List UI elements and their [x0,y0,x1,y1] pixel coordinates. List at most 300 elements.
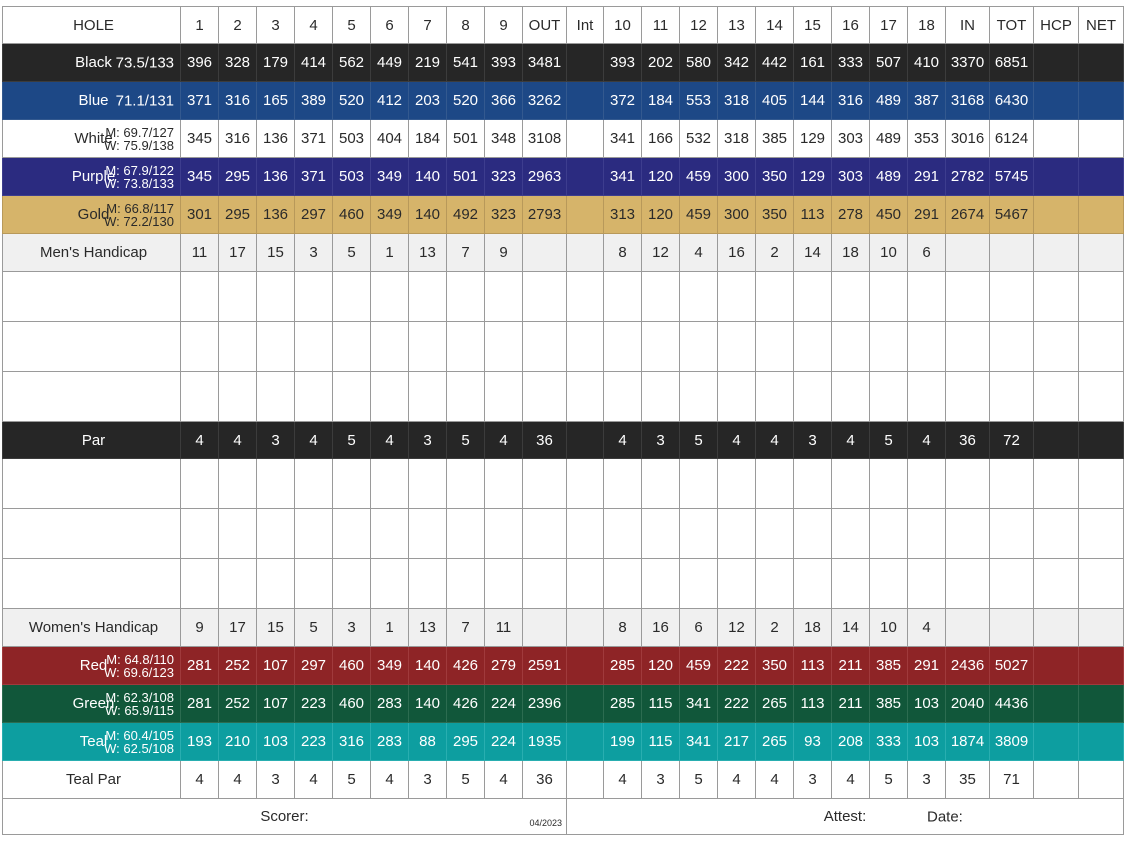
score-cell[interactable] [333,372,371,422]
handicap-value: 16 [718,234,756,272]
yardage: 460 [333,196,371,234]
score-cell[interactable] [409,559,447,609]
player-name-cell[interactable] [3,322,181,372]
score-cell[interactable] [908,509,946,559]
net-cell[interactable] [1079,196,1124,234]
handicap-value: 18 [832,234,870,272]
yardage: 341 [680,723,718,761]
score-cell[interactable] [604,322,642,372]
in-total: 3016 [946,120,990,158]
scorecard-table [2,6,1124,835]
score-cell[interactable] [946,459,990,509]
score-cell[interactable] [604,559,642,609]
total-yardage: 3809 [990,723,1034,761]
score-cell[interactable] [832,372,870,422]
score-cell[interactable] [990,459,1034,509]
hcp-cell[interactable] [1034,647,1079,685]
yardage: 385 [870,647,908,685]
header-tot: TOT [990,7,1034,44]
score-cell[interactable] [447,459,485,509]
yardage: 140 [409,196,447,234]
score-cell[interactable] [642,459,680,509]
out-total: 2396 [523,685,567,723]
score-cell[interactable] [333,272,371,322]
score-cell[interactable] [295,372,333,422]
score-cell[interactable] [908,272,946,322]
yardage: 507 [870,44,908,82]
score-cell[interactable] [718,272,756,322]
tee-name-black [3,44,181,82]
teal-par-row [3,761,1124,799]
yardage: 541 [447,44,485,82]
yardage: 295 [219,158,257,196]
in-total: 2782 [946,158,990,196]
score-cell[interactable] [604,509,642,559]
womens-handicap-row [3,609,1124,647]
score-cell[interactable] [371,459,409,509]
score-cell[interactable] [219,322,257,372]
net-cell[interactable] [1079,647,1124,685]
score-cell[interactable] [1034,322,1079,372]
yardage: 210 [219,723,257,761]
score-cell[interactable] [485,509,523,559]
score-cell[interactable] [990,322,1034,372]
tee-row-red [3,647,1124,685]
score-cell[interactable] [718,372,756,422]
header-hole-number: 2 [219,7,257,44]
score-cell[interactable] [409,459,447,509]
hcp-cell[interactable] [1034,196,1079,234]
yardage: 350 [756,158,794,196]
score-cell[interactable] [371,322,409,372]
score-cell[interactable] [908,459,946,509]
tee-name: Black [75,54,112,71]
yardage: 389 [295,82,333,120]
scorer-field[interactable] [3,799,567,835]
score-cell[interactable] [718,322,756,372]
yardage: 503 [333,158,371,196]
tee-rating [104,202,174,228]
score-cell[interactable] [219,459,257,509]
score-cell[interactable] [794,372,832,422]
score-cell[interactable] [333,509,371,559]
player-name-cell[interactable] [3,372,181,422]
par-value: 3 [642,422,680,459]
score-cell[interactable] [1079,559,1124,609]
score-cell[interactable] [257,459,295,509]
score-cell[interactable] [257,322,295,372]
score-cell[interactable] [523,459,567,509]
player-name-cell[interactable] [3,272,181,322]
yardage: 107 [257,647,295,685]
score-cell[interactable] [756,509,794,559]
score-cell[interactable] [485,272,523,322]
tee-name: White [74,130,113,147]
score-cell[interactable] [447,372,485,422]
yardage: 140 [409,647,447,685]
yardage: 107 [257,685,295,723]
score-cell[interactable] [756,559,794,609]
score-cell[interactable] [257,272,295,322]
tee-rating: 71.1/131 [115,92,174,109]
handicap-value: 9 [181,609,219,647]
in-total: 2040 [946,685,990,723]
score-cell[interactable] [870,559,908,609]
teal-par-row-label: Teal Par [3,761,181,799]
tee-rating [104,653,174,679]
score-cell[interactable] [870,272,908,322]
score-cell[interactable] [908,372,946,422]
score-cell[interactable] [604,459,642,509]
header-hole-number: 9 [485,7,523,44]
net-cell[interactable] [1079,82,1124,120]
par-value: 4 [832,422,870,459]
par-value: 4 [604,422,642,459]
score-cell[interactable] [567,559,604,609]
net-cell[interactable] [1079,685,1124,723]
yardage: 393 [485,44,523,82]
score-cell[interactable] [219,272,257,322]
score-cell[interactable] [567,272,604,322]
upper-score-row [3,322,1124,372]
yardage: 316 [832,82,870,120]
yardage: 129 [794,120,832,158]
handicap-value: 12 [642,234,680,272]
yardage: 113 [794,685,832,723]
score-cell[interactable] [1034,372,1079,422]
score-cell[interactable] [295,272,333,322]
score-cell[interactable] [794,272,832,322]
yardage: 348 [485,120,523,158]
handicap-value: 6 [680,609,718,647]
score-cell[interactable] [642,509,680,559]
yardage: 426 [447,647,485,685]
int-cell [567,196,604,234]
score-cell[interactable] [1079,322,1124,372]
score-cell[interactable] [604,272,642,322]
player-name-cell[interactable] [3,459,181,509]
score-cell[interactable] [870,509,908,559]
score-cell[interactable] [295,322,333,372]
tee-rating-men: M: 60.4/105 [105,727,174,743]
in-total: 2674 [946,196,990,234]
yardage: 350 [756,196,794,234]
score-cell[interactable] [990,372,1034,422]
int-cell [567,82,604,120]
score-cell[interactable] [756,272,794,322]
score-cell[interactable] [642,322,680,372]
score-cell[interactable] [1079,509,1124,559]
score-cell[interactable] [756,322,794,372]
hcp-cell[interactable] [1034,723,1079,761]
score-cell[interactable] [181,559,219,609]
score-cell[interactable] [990,559,1034,609]
handicap-value: 4 [908,609,946,647]
header-hole-number: 13 [718,7,756,44]
score-cell[interactable] [990,509,1034,559]
score-cell[interactable] [447,322,485,372]
par-value: 4 [485,422,523,459]
score-cell[interactable] [447,559,485,609]
score-cell[interactable] [567,459,604,509]
score-cell[interactable] [295,559,333,609]
score-cell[interactable] [485,372,523,422]
header-in: IN [946,7,990,44]
score-cell[interactable] [756,459,794,509]
score-cell[interactable] [794,509,832,559]
hcp-cell[interactable] [1034,158,1079,196]
yardage: 115 [642,723,680,761]
score-cell[interactable] [523,322,567,372]
tee-rating-men: M: 62.3/108 [105,689,174,705]
par-value: 4 [485,761,523,799]
yardage: 492 [447,196,485,234]
score-cell[interactable] [680,272,718,322]
out-total: 1935 [523,723,567,761]
attest-field[interactable] [567,799,1124,835]
score-cell[interactable] [1034,272,1079,322]
hcp-cell[interactable] [1034,44,1079,82]
par-value: 4 [908,422,946,459]
yardage: 283 [371,723,409,761]
score-cell[interactable] [371,272,409,322]
yardage: 366 [485,82,523,120]
out-cell [523,609,567,647]
hcp-cell[interactable] [1034,685,1079,723]
header-hole-number: 15 [794,7,832,44]
score-cell[interactable] [1079,372,1124,422]
score-cell[interactable] [181,322,219,372]
yardage: 349 [371,158,409,196]
out-cell [523,234,567,272]
player-name-cell[interactable] [3,509,181,559]
yardage: 501 [447,158,485,196]
yardage: 532 [680,120,718,158]
tee-rating [105,691,174,717]
handicap-value: 12 [718,609,756,647]
score-cell[interactable] [447,509,485,559]
out-total: 3262 [523,82,567,120]
score-cell[interactable] [257,559,295,609]
net-cell[interactable] [1079,44,1124,82]
par-out: 36 [523,761,567,799]
score-cell[interactable] [680,559,718,609]
hcp-cell[interactable] [1034,82,1079,120]
score-cell[interactable] [409,272,447,322]
handicap-value: 14 [794,234,832,272]
handicap-value: 11 [181,234,219,272]
net-cell[interactable] [1079,158,1124,196]
handicap-value: 7 [447,234,485,272]
yardage: 426 [447,685,485,723]
yardage: 580 [680,44,718,82]
score-cell[interactable] [485,322,523,372]
score-cell[interactable] [219,559,257,609]
yardage: 345 [181,158,219,196]
score-cell[interactable] [680,459,718,509]
score-cell[interactable] [832,272,870,322]
score-cell[interactable] [257,509,295,559]
tee-rating [104,164,174,190]
score-cell[interactable] [409,509,447,559]
score-cell[interactable] [870,459,908,509]
score-cell[interactable] [1034,459,1079,509]
yardage: 404 [371,120,409,158]
yardage: 385 [870,685,908,723]
score-cell[interactable] [371,559,409,609]
yardage: 371 [295,158,333,196]
yardage: 136 [257,196,295,234]
yardage: 93 [794,723,832,761]
score-cell[interactable] [946,559,990,609]
score-cell[interactable] [181,509,219,559]
score-cell[interactable] [680,509,718,559]
yardage: 265 [756,685,794,723]
score-cell[interactable] [642,372,680,422]
score-cell[interactable] [409,322,447,372]
in-total: 3370 [946,44,990,82]
score-cell[interactable] [523,272,567,322]
total-yardage: 6430 [990,82,1034,120]
player-name-cell[interactable] [3,559,181,609]
yardage: 412 [371,82,409,120]
yardage: 489 [870,82,908,120]
tee-name: Purple [71,168,116,185]
score-cell[interactable] [409,372,447,422]
total-yardage: 4436 [990,685,1034,723]
score-cell[interactable] [946,272,990,322]
score-cell[interactable] [181,272,219,322]
score-cell[interactable] [604,372,642,422]
yardage: 328 [219,44,257,82]
score-cell[interactable] [946,509,990,559]
net-cell[interactable] [1079,723,1124,761]
score-cell[interactable] [642,272,680,322]
score-cell[interactable] [680,322,718,372]
score-cell[interactable] [990,272,1034,322]
score-cell[interactable] [567,372,604,422]
score-cell[interactable] [371,372,409,422]
score-cell[interactable] [1079,272,1124,322]
score-cell[interactable] [794,459,832,509]
yardage: 410 [908,44,946,82]
par-value: 4 [756,422,794,459]
yardage: 297 [295,196,333,234]
score-cell[interactable] [680,372,718,422]
header-hole-number: 11 [642,7,680,44]
int-cell [567,158,604,196]
score-cell[interactable] [447,272,485,322]
score-cell[interactable] [832,322,870,372]
hcp-cell[interactable] [1034,120,1079,158]
score-cell[interactable] [371,509,409,559]
net-cell [1079,422,1124,459]
handicap-value: 5 [295,609,333,647]
par-value: 3 [257,761,295,799]
yardage: 341 [680,685,718,723]
net-cell[interactable] [1079,120,1124,158]
score-cell[interactable] [794,559,832,609]
out-total: 2591 [523,647,567,685]
total-yardage: 5027 [990,647,1034,685]
hcp-cell [1034,422,1079,459]
score-cell[interactable] [219,372,257,422]
handicap-value: 14 [832,609,870,647]
score-cell[interactable] [333,559,371,609]
tee-rating-women: W: 62.5/108 [104,740,174,756]
score-cell[interactable] [567,322,604,372]
upper-score-row [3,272,1124,322]
yardage: 387 [908,82,946,120]
yardage: 341 [604,158,642,196]
score-cell[interactable] [485,459,523,509]
score-cell[interactable] [181,459,219,509]
tee-name: Teal [79,733,108,750]
in-total: 2436 [946,647,990,685]
header-row [3,7,1124,44]
tee-rating-women: W: 69.6/123 [104,664,174,680]
score-cell[interactable] [870,322,908,372]
yardage: 459 [680,196,718,234]
score-cell[interactable] [832,509,870,559]
score-cell[interactable] [257,372,295,422]
yardage: 450 [870,196,908,234]
yardage: 129 [794,158,832,196]
score-cell[interactable] [946,372,990,422]
score-cell[interactable] [870,372,908,422]
yardage: 333 [832,44,870,82]
score-cell[interactable] [567,509,604,559]
total-yardage: 6124 [990,120,1034,158]
tee-name-white [3,120,181,158]
par-value: 4 [371,422,409,459]
score-cell[interactable] [1079,459,1124,509]
score-cell[interactable] [295,509,333,559]
score-cell[interactable] [523,372,567,422]
score-cell[interactable] [832,559,870,609]
score-cell[interactable] [333,459,371,509]
score-cell[interactable] [181,372,219,422]
score-cell[interactable] [219,509,257,559]
score-cell[interactable] [523,559,567,609]
score-cell[interactable] [295,459,333,509]
score-cell[interactable] [756,372,794,422]
net-cell [1079,609,1124,647]
yardage: 281 [181,685,219,723]
score-cell[interactable] [946,322,990,372]
score-cell[interactable] [908,559,946,609]
score-cell[interactable] [642,559,680,609]
handicap-value: 18 [794,609,832,647]
score-cell[interactable] [908,322,946,372]
score-cell[interactable] [523,509,567,559]
score-cell[interactable] [832,459,870,509]
score-cell[interactable] [794,322,832,372]
score-cell[interactable] [1034,509,1079,559]
score-cell[interactable] [718,509,756,559]
score-cell[interactable] [718,559,756,609]
out-total: 2793 [523,196,567,234]
score-cell[interactable] [333,322,371,372]
attest-label: Attest: [823,808,867,825]
par-value: 4 [181,422,219,459]
score-cell[interactable] [718,459,756,509]
score-cell[interactable] [485,559,523,609]
par-value: 4 [219,422,257,459]
tee-name-green [3,685,181,723]
handicap-value: 15 [257,609,295,647]
score-cell[interactable] [1034,559,1079,609]
